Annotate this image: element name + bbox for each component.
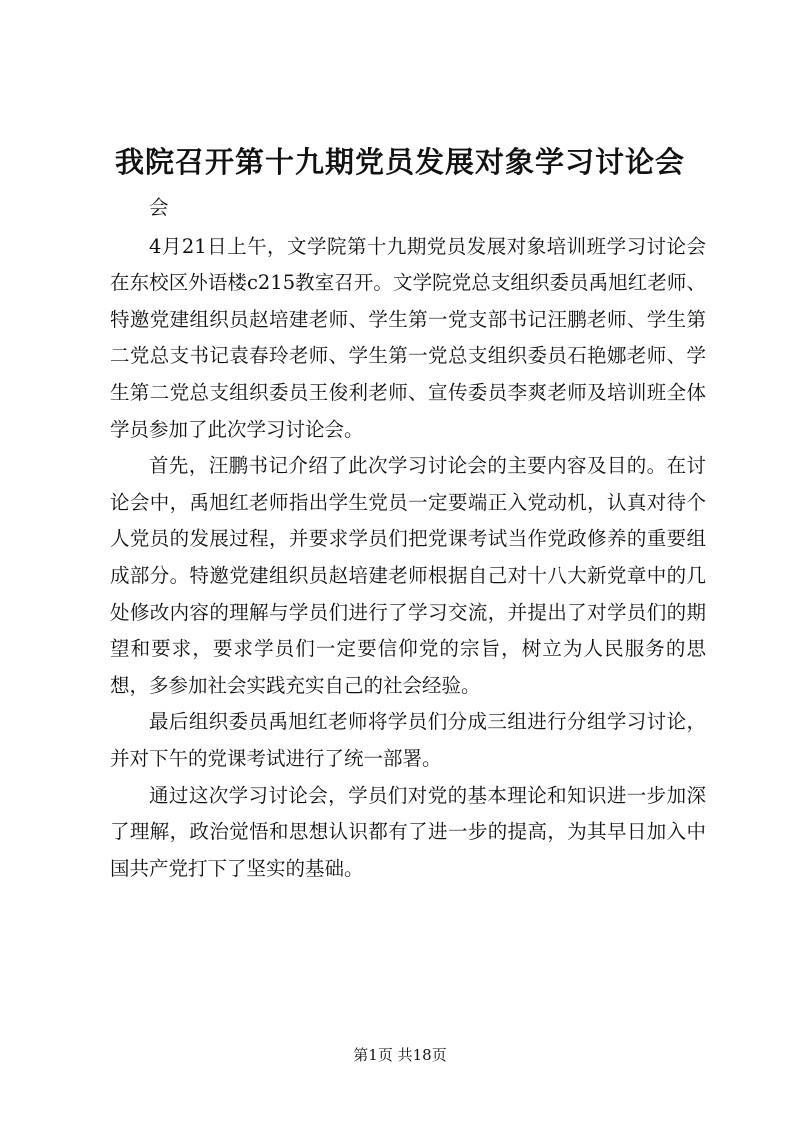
paragraph-discussion: 首先，汪鹏书记介绍了此次学习讨论会的主要内容及目的。在讨论会中，禹旭红老师指出学生党员一定要端正入党动机，认真对待个人党员的发展过程，并要求学员们把党课考试当作党政修养的重要组成部分。特邀党建组织员赵培建老师根据自己对十八大新党章中的几处修改内容的理解与学员们进行了学习交流，并提出了对学员们的期望和要求，要求学员们一定要信仰党的宗旨，树立为人民服务的思想，多参加社会实践充实自己的社会经验。 <box>110 454 706 697</box>
page-number-footer: 第1页 共18页 <box>353 1046 447 1064</box>
document-title: 我院召开第十九期党员发展对象学习讨论会 <box>114 145 685 179</box>
paragraph-conclusion: 通过这次学习讨论会，学员们对党的基本理论和知识进一步加深了理解，政治觉悟和思想认识都有了进一步的提高，为其早日加入中国共产党打下了坚实的基础。 <box>110 783 706 880</box>
paragraph-stub: 会 <box>149 196 169 219</box>
paragraph-grouping: 最后组织委员禹旭红老师将学员们分成三组进行分组学习讨论，并对下午的党课考试进行了统一部署。 <box>110 710 706 770</box>
paragraph-intro: 4月21日上午，文学院第十九期党员发展对象培训班学习讨论会在东校区外语楼c215教室召开。文学院党总支组织委员禹旭红老师、特邀党建组织员赵培建老师、学生第一党支部书记汪鹏老师、学生第二党总支书记袁春玲老师、学生第一党总支组织委员石艳娜老师、学生第二党总支组织委员王俊利老师、宣传委员李爽老师及培训班全体学员参加了此次学习讨论会。 <box>110 234 706 441</box>
document-body <box>110 190 706 887</box>
